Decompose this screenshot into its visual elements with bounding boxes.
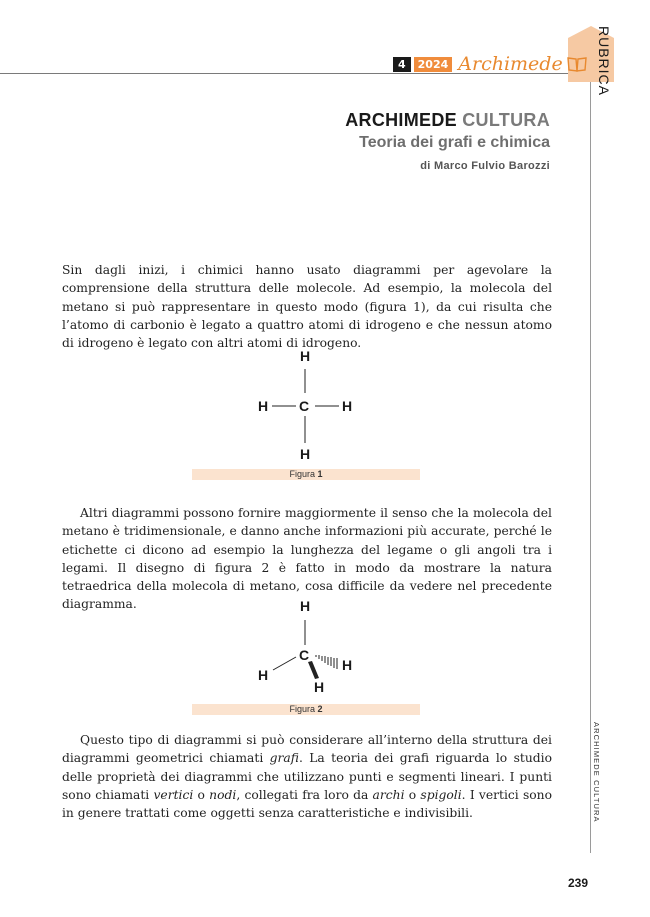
- fig2-atom-left: H: [258, 667, 269, 683]
- fig1-atom-right: H: [342, 398, 353, 414]
- brand-name: Archimede: [458, 53, 563, 75]
- figure-2-caption-label: Figura: [289, 704, 315, 714]
- paragraph-2: Altri diagrammi possono fornire maggiormente il senso che la molecola del metano è tridimensionale, e danno anche informazioni più accurate, perché le etichette ci dicono ad esempio la lunghezza del legame o gli angoli tra i legami. Il disegno di figura 2 è fatto in modo da mostrare la natura tetraedrica della molecola di metano, cosa difficile da vedere nel precedente diagramma.: [62, 506, 552, 612]
- figure-1-caption-label: Figura: [289, 469, 315, 479]
- p3-text-3: o: [193, 787, 210, 802]
- p3-em-archi: archi: [372, 787, 405, 802]
- fig1-atom-bottom: H: [300, 446, 311, 462]
- article-subtitle: Teoria dei grafi e chimica: [359, 134, 550, 151]
- p3-text-6: . I vertici sono in genere trattati come oggetti senza caratteristiche e indivisibili.: [62, 787, 553, 821]
- article-author: di Marco Fulvio Barozzi: [420, 160, 550, 172]
- paragraph-1: Sin dagli inizi, i chimici hanno usato diagrammi per agevolare la comprensione della struttura delle molecole. Ad esempio, la molecola del metano si può rappresentare in questo modo (figura 1), da cui risulta che l’atomo di carbonio è legato a quattro atomi di idrogeno e che nessun atomo di idrogeno è legato con altri atomi di idrogeno.: [62, 263, 552, 351]
- fig2-atom-right: H: [342, 657, 353, 673]
- p3-em-vertici: vertici: [153, 787, 194, 802]
- fig1-atom-left: H: [258, 398, 269, 414]
- p3-text-5: o: [404, 787, 421, 802]
- issue-number: 4: [393, 57, 411, 72]
- section-tab-label: RUBRICA: [596, 26, 612, 97]
- p3-text-1: Questo tipo di diagrammi si può considerare all’interno della struttura dei diagrammi geometrici chiamati: [62, 733, 552, 766]
- paragraph-3: [62, 731, 552, 822]
- issue-year: 2024: [414, 57, 453, 72]
- p3-text-4: , collegati fra loro da: [236, 787, 373, 802]
- fig2-atom-top: H: [300, 598, 311, 614]
- fig2-atom-center: C: [299, 647, 310, 663]
- p3-em-spigoli: spigoli: [420, 787, 462, 802]
- figure-2-caption-number: 2: [317, 704, 323, 714]
- fig1-atom-center: C: [299, 398, 310, 414]
- side-section-label: ARCHIMEDE CULTURA: [592, 722, 601, 823]
- figure-2-caption: [192, 704, 420, 715]
- fig1-atom-top: H: [300, 348, 311, 364]
- page-number: 239: [568, 876, 589, 890]
- p3-text-2: . La teoria dei grafi riguarda lo studio delle proprietà dei diagrammi che utilizzano punti e segmenti lineari. I punti sono chiamati: [62, 751, 552, 802]
- fig2-atom-bottom: H: [314, 679, 325, 695]
- figure-1-caption-number: 1: [317, 469, 323, 479]
- title-part-2: CULTURA: [462, 110, 550, 130]
- p3-em-grafi: grafi: [269, 751, 299, 766]
- p3-em-nodi: nodi: [209, 787, 237, 802]
- title-part-1: ARCHIMEDE: [345, 110, 457, 130]
